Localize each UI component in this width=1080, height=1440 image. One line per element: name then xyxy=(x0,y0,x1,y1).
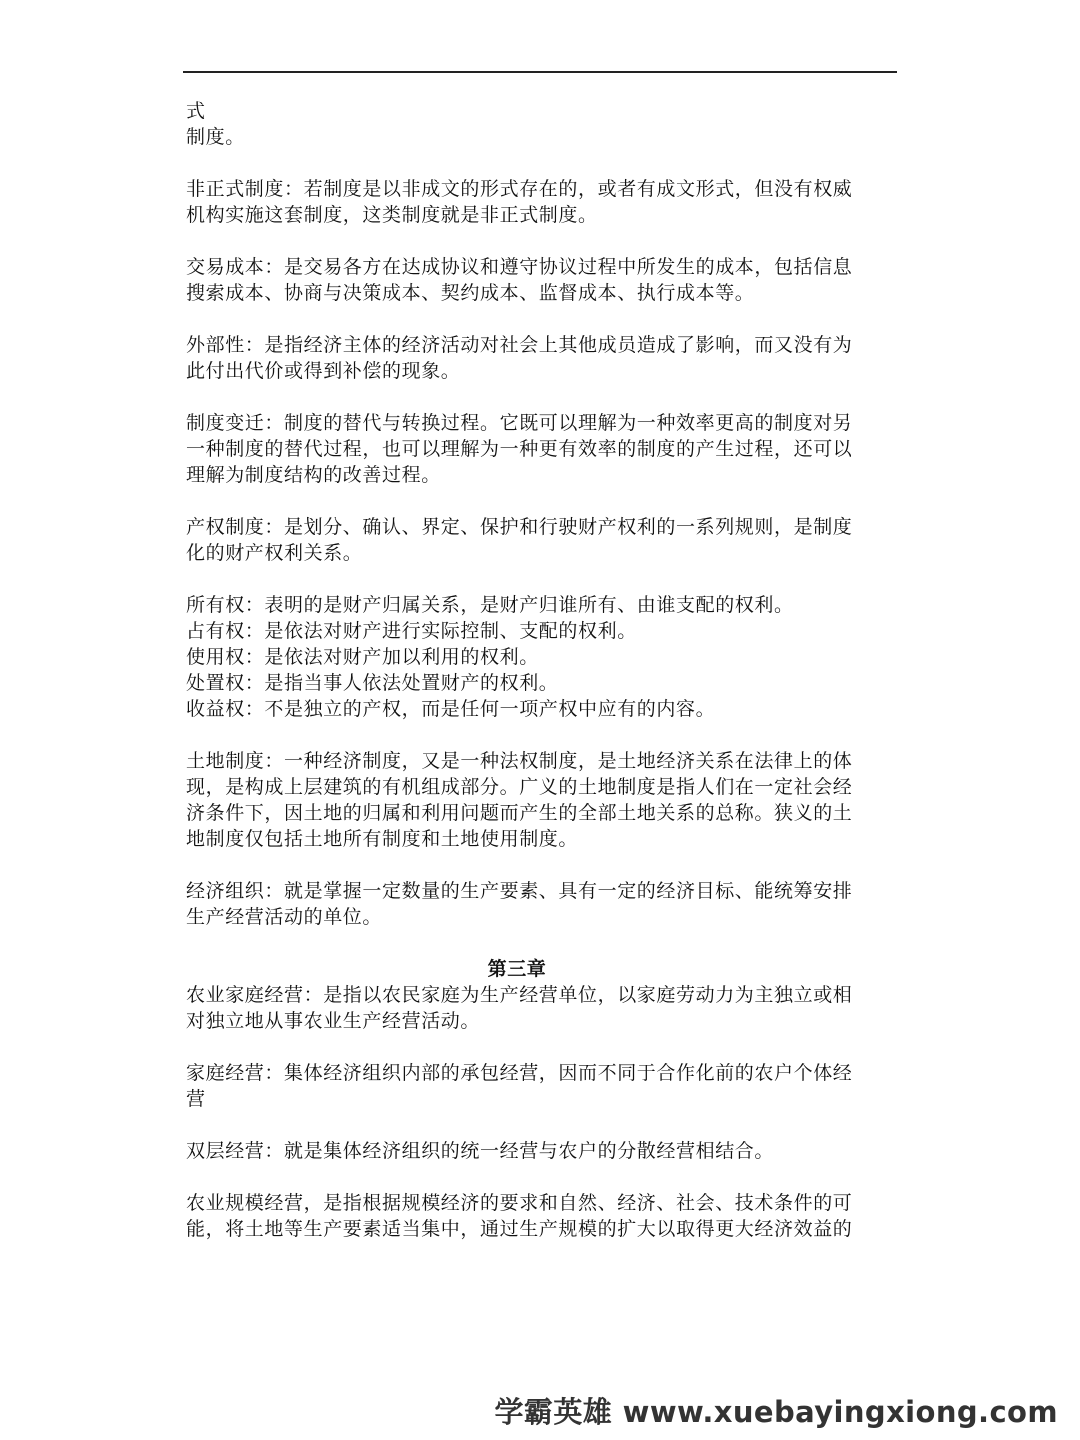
definitions-section xyxy=(186,98,888,956)
text-line: 现，是构成上层建筑的有机组成部分。广义的土地制度是指人们在一定社会经 xyxy=(186,776,853,798)
paragraph-spacer xyxy=(186,1164,888,1190)
paragraph-spacer xyxy=(186,384,888,410)
text-line: 交易成本：是交易各方在达成协议和遵守协议过程中所发生的成本，包括信息 xyxy=(186,256,853,278)
text-line: 收益权：不是独立的产权，而是任何一项产权中应有的内容。 xyxy=(186,698,716,720)
paragraph-spacer xyxy=(186,566,888,592)
text-line: 对独立地从事农业生产经营活动。 xyxy=(186,1010,481,1032)
text-line: 非正式制度：若制度是以非成文的形式存在的，或者有成文形式，但没有权威 xyxy=(186,178,853,200)
paragraph-spacer xyxy=(186,306,888,332)
document-body xyxy=(186,98,888,1242)
text-line: 搜索成本、协商与决策成本、契约成本、监督成本、执行成本等。 xyxy=(186,282,755,304)
paragraph-spacer xyxy=(186,488,888,514)
chapter-heading: 第三章 xyxy=(487,958,547,980)
text-line: 化的财产权利关系。 xyxy=(186,542,363,564)
header-rule xyxy=(183,71,897,73)
text-line: 家庭经营：集体经济组织内部的承包经营，因而不同于合作化前的农户个体经 xyxy=(186,1062,853,1084)
text-line: 占有权：是依法对财产进行实际控制、支配的权利。 xyxy=(186,620,637,642)
text-line: 生产经营活动的单位。 xyxy=(186,906,383,928)
paragraph-spacer xyxy=(186,228,888,254)
paragraph-spacer xyxy=(186,930,888,956)
text-line: 此付出代价或得到补偿的现象。 xyxy=(186,360,461,382)
paragraph-spacer xyxy=(186,150,888,176)
text-line: 处置权：是指当事人依法处置财产的权利。 xyxy=(186,672,559,694)
paragraph-spacer xyxy=(186,1034,888,1060)
text-line: 式 xyxy=(186,100,206,122)
paragraph-spacer xyxy=(186,852,888,878)
text-line: 外部性：是指经济主体的经济活动对社会上其他成员造成了影响，而又没有为 xyxy=(186,334,853,356)
text-line: 制度。 xyxy=(186,126,245,148)
text-line: 农业家庭经营：是指以农民家庭为生产经营单位，以家庭劳动力为主独立或相 xyxy=(186,984,853,1006)
text-line: 产权制度：是划分、确认、界定、保护和行驶财产权利的一系列规则，是制度 xyxy=(186,516,853,538)
text-line: 能，将土地等生产要素适当集中，通过生产规模的扩大以取得更大经济效益的 xyxy=(186,1218,853,1240)
text-line: 土地制度：一种经济制度，又是一种法权制度，是土地经济关系在法律上的体 xyxy=(186,750,853,772)
paragraph-spacer xyxy=(186,1112,888,1138)
text-line: 所有权：表明的是财产归属关系，是财产归谁所有、由谁支配的权利。 xyxy=(186,594,794,616)
text-line: 地制度仅包括土地所有制度和土地使用制度。 xyxy=(186,828,579,850)
text-line: 双层经营：就是集体经济组织的统一经营与农户的分散经营相结合。 xyxy=(186,1140,775,1162)
text-line: 理解为制度结构的改善过程。 xyxy=(186,464,441,486)
text-line: 一种制度的替代过程，也可以理解为一种更有效率的制度的产生过程，还可以 xyxy=(186,438,853,460)
text-line: 制度变迁：制度的替代与转换过程。它既可以理解为一种效率更高的制度对另 xyxy=(186,412,853,434)
text-line: 农业规模经营，是指根据规模经济的要求和自然、经济、社会、技术条件的可 xyxy=(186,1192,853,1214)
watermark: 学霸英雄 www.xuebayingxiong.com xyxy=(494,1395,1058,1429)
text-line: 济条件下，因土地的归属和利用问题而产生的全部土地关系的总称。狭义的土 xyxy=(186,802,853,824)
chapter-three-section xyxy=(186,982,888,1242)
text-line: 营 xyxy=(186,1088,206,1110)
paragraph-spacer xyxy=(186,722,888,748)
text-line: 机构实施这套制度，这类制度就是非正式制度。 xyxy=(186,204,598,226)
text-line: 使用权：是依法对财产加以利用的权利。 xyxy=(186,646,539,668)
text-line: 经济组织：就是掌握一定数量的生产要素、具有一定的经济目标、能统筹安排 xyxy=(186,880,853,902)
